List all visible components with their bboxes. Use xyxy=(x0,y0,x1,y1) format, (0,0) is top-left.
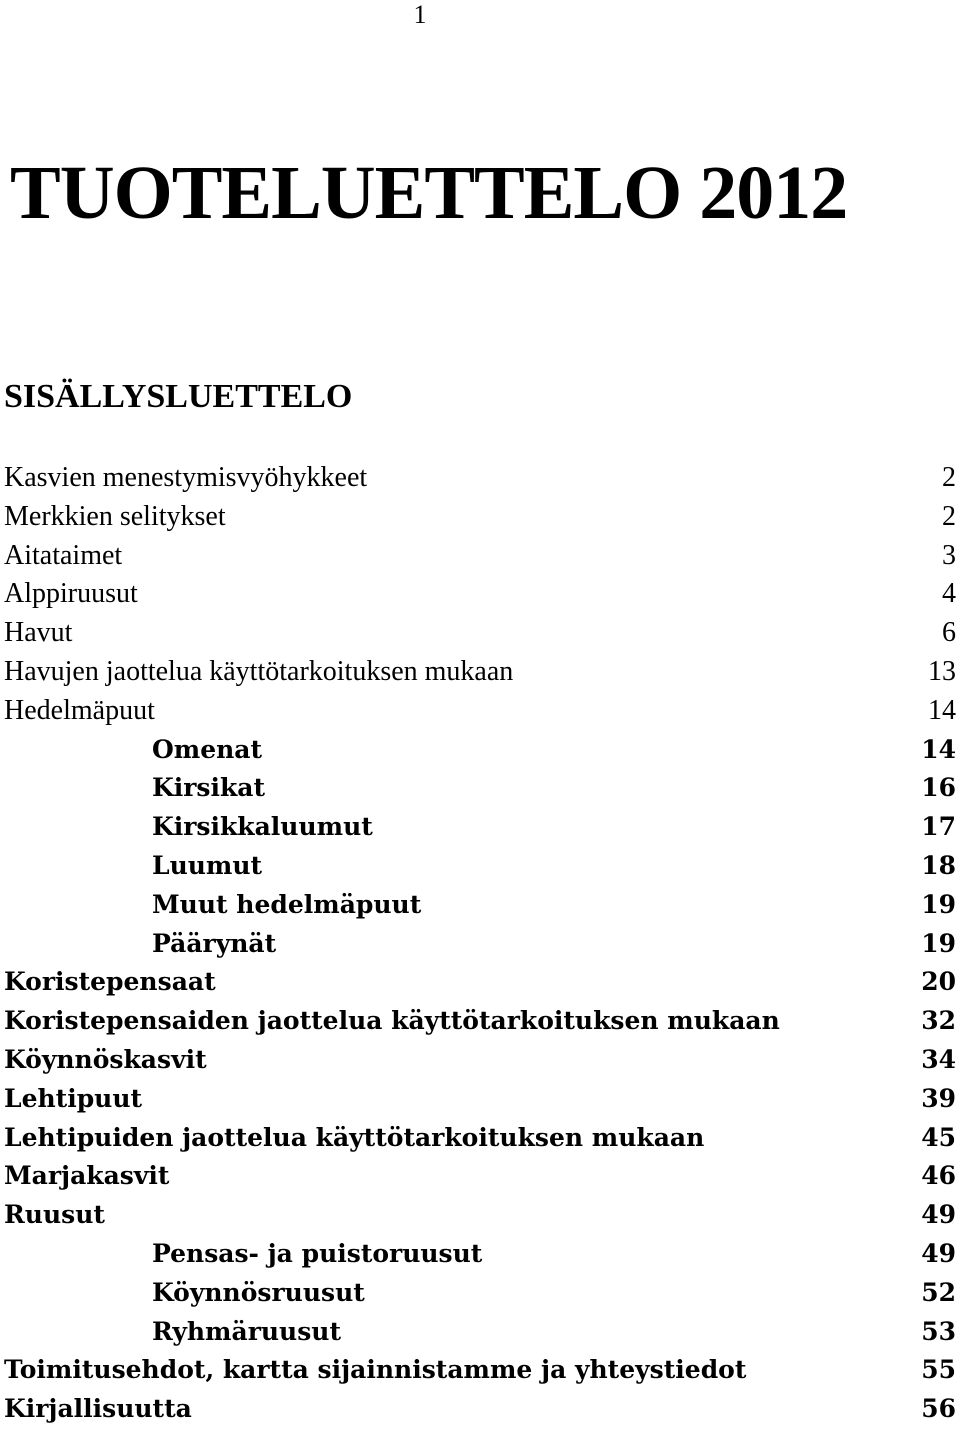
toc-entry-page-number: 56 xyxy=(921,1394,956,1424)
toc-entry xyxy=(4,963,956,1002)
toc-entry-label: Hedelmäpuut xyxy=(4,694,155,726)
toc-entry-page-number: 46 xyxy=(921,1161,956,1191)
toc-entry-label: Kirjallisuutta xyxy=(4,1394,192,1424)
toc-entry xyxy=(4,537,956,576)
page-number: 1 xyxy=(413,0,427,29)
toc-entry-page-number: 13 xyxy=(928,655,956,687)
toc-entry-page-number: 49 xyxy=(921,1238,956,1268)
toc-entry-label: Havujen jaottelua käyttötarkoituksen mukaan xyxy=(4,655,514,687)
toc-entry xyxy=(4,1002,956,1041)
toc-entry-page-number: 55 xyxy=(921,1355,956,1385)
toc-entry-page-number: 39 xyxy=(921,1083,956,1113)
toc-entry xyxy=(4,1313,956,1352)
toc-entry-label: Ruusut xyxy=(4,1200,105,1230)
toc-entry-label: Päärynät xyxy=(152,928,277,958)
toc-entry-page-number: 19 xyxy=(921,928,956,958)
toc-entry-page-number: 52 xyxy=(921,1277,956,1307)
toc-entry-label: Koristepensaiden jaottelua käyttötarkoituksen mukaan xyxy=(4,1006,780,1036)
toc-entry xyxy=(4,925,956,964)
toc-entry-page-number: 14 xyxy=(928,694,956,726)
toc-entry-label: Koristepensaat xyxy=(4,967,216,997)
toc-entry-page-number: 20 xyxy=(921,967,956,997)
toc-entry-label: Köynnöskasvit xyxy=(4,1044,207,1074)
toc-entry xyxy=(4,1041,956,1080)
document-title: TUOTELUETTELO 2012 xyxy=(10,151,848,235)
toc-entry-page-number: 19 xyxy=(921,889,956,919)
toc-entry-page-number: 16 xyxy=(921,773,956,803)
toc-entry-page-number: 14 xyxy=(921,734,956,764)
toc-entry xyxy=(4,769,956,808)
toc-entry-label: Muut hedelmäpuut xyxy=(152,889,422,919)
toc-entry xyxy=(4,1119,956,1158)
toc-entry xyxy=(4,1080,956,1119)
toc-entry xyxy=(4,731,956,770)
toc-heading: SISÄLLYSLUETTELO xyxy=(4,378,353,415)
toc-entry-page-number: 6 xyxy=(942,617,956,649)
toc-entry-label: Aitataimet xyxy=(4,539,123,571)
toc-entry-label: Kirsikkaluumut xyxy=(152,812,373,842)
toc-entry-page-number: 2 xyxy=(942,462,956,493)
table-of-contents xyxy=(4,459,956,1429)
toc-entry-page-number: 18 xyxy=(921,850,956,880)
toc-entry-page-number: 49 xyxy=(921,1200,956,1230)
toc-entry-label: Marjakasvit xyxy=(4,1161,170,1191)
toc-entry-label: Kirsikat xyxy=(152,773,266,803)
toc-entry-label: Omenat xyxy=(152,734,263,764)
toc-entry xyxy=(4,886,956,925)
toc-entry-label: Lehtipuiden jaottelua käyttötarkoituksen mukaan xyxy=(4,1122,705,1152)
toc-entry xyxy=(4,498,956,537)
toc-entry xyxy=(4,1390,956,1429)
toc-entry-page-number: 45 xyxy=(921,1122,956,1152)
toc-entry xyxy=(4,1235,956,1274)
toc-entry-label: Köynnösruusut xyxy=(152,1277,365,1307)
toc-entry-label: Merkkien selitykset xyxy=(4,500,226,532)
toc-entry-page-number: 32 xyxy=(921,1006,956,1036)
toc-entry-page-number: 2 xyxy=(942,500,956,532)
toc-entry xyxy=(4,1274,956,1313)
toc-entry-label: Lehtipuut xyxy=(4,1083,143,1113)
toc-entry xyxy=(4,459,956,498)
toc-entry-label: Alppiruusut xyxy=(4,578,138,610)
toc-entry-label: Kasvien menestymisvyöhykkeet xyxy=(4,462,368,493)
toc-entry-page-number: 17 xyxy=(921,812,956,842)
toc-entry-label: Toimitusehdot, kartta sijainnistamme ja yhteystiedot xyxy=(4,1355,747,1385)
toc-entry-label: Luumut xyxy=(152,850,263,880)
toc-entry-page-number: 53 xyxy=(921,1316,956,1346)
toc-entry xyxy=(4,847,956,886)
toc-entry xyxy=(4,808,956,847)
toc-entry-page-number: 34 xyxy=(921,1044,956,1074)
toc-entry xyxy=(4,1196,956,1235)
toc-entry xyxy=(4,1351,956,1390)
toc-entry xyxy=(4,692,956,731)
toc-entry-label: Ryhmäruusut xyxy=(152,1316,342,1346)
toc-entry-label: Havut xyxy=(4,617,73,649)
toc-entry xyxy=(4,614,956,653)
toc-entry-label: Pensas- ja puistoruusut xyxy=(152,1238,483,1268)
toc-entry-page-number: 3 xyxy=(942,539,956,571)
toc-entry-page-number: 4 xyxy=(942,578,956,610)
toc-entry xyxy=(4,575,956,614)
toc-entry xyxy=(4,1157,956,1196)
toc-entry xyxy=(4,653,956,692)
